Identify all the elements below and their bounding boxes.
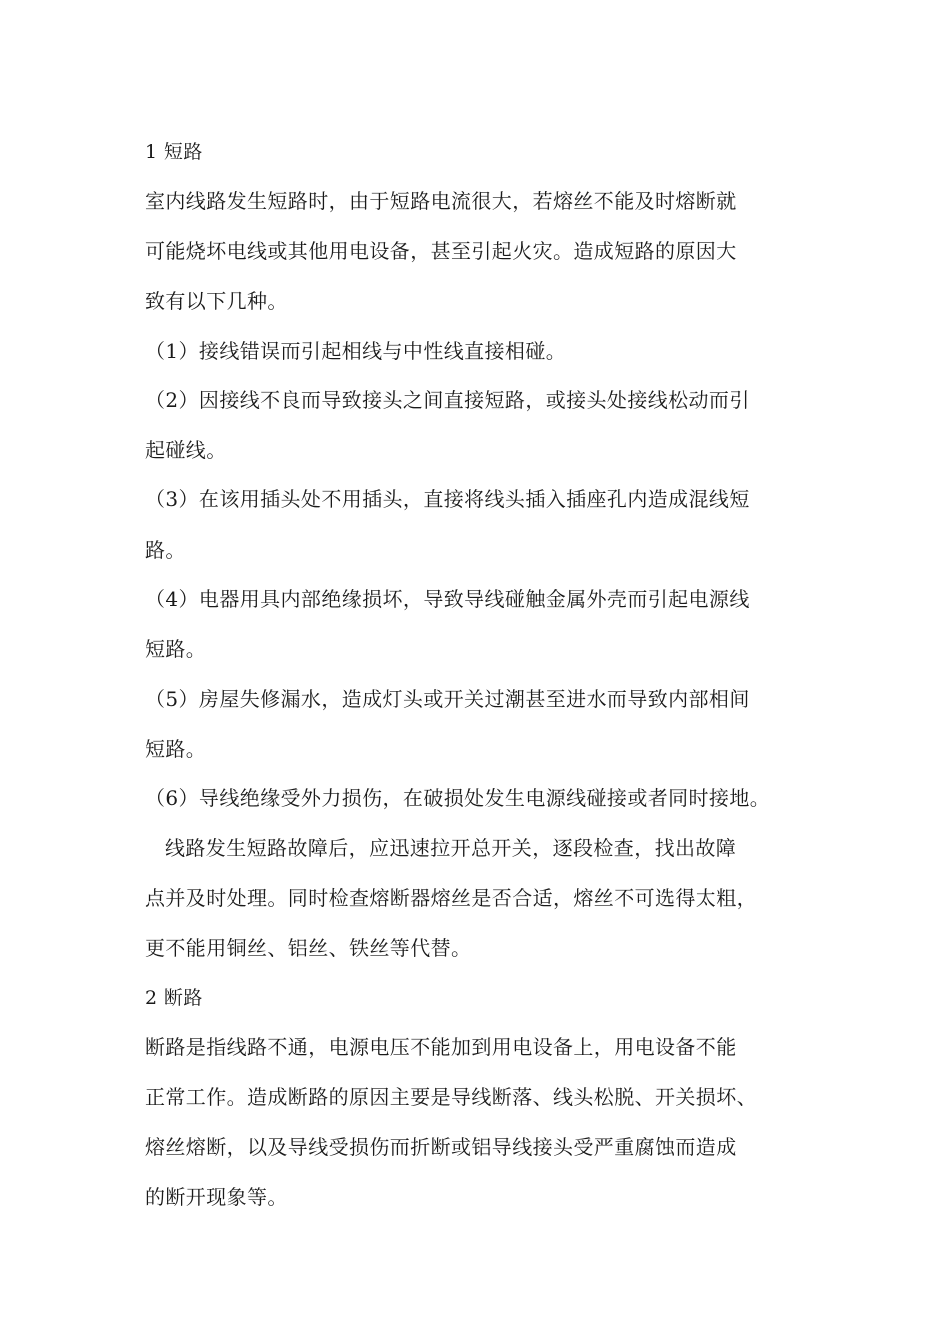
paragraph-line: 点并及时处理。同时检查熔断器熔丝是否合适，熔丝不可选得太粗， — [145, 886, 757, 910]
list-item-3-continuation: 路。 — [145, 538, 186, 562]
paragraph-line: 线路发生短路故障后，应迅速拉开总开关，逐段检查，找出故障 — [165, 836, 737, 860]
list-item-4: （4）电器用具内部绝缘损坏，导致导线碰触金属外壳而引起电源线 — [145, 587, 750, 611]
paragraph-line: 更不能用铜丝、铝丝、铁丝等代替。 — [145, 936, 472, 960]
list-item-5-continuation: 短路。 — [145, 737, 207, 761]
list-item-2: （2）因接线不良而导致接头之间直接短路，或接头处接线松动而引 — [145, 388, 750, 412]
paragraph-line: 的断开现象等。 — [145, 1185, 288, 1209]
paragraph-line: 熔丝熔断，以及导线受损伤而折断或铝导线接头受严重腐蚀而造成 — [145, 1135, 737, 1159]
list-item-2-continuation: 起碰线。 — [145, 438, 227, 462]
paragraph-line: 断路是指线路不通，电源电压不能加到用电设备上，用电设备不能 — [145, 1035, 737, 1059]
list-item-3: （3）在该用插头处不用插头，直接将线头插入插座孔内造成混线短 — [145, 487, 750, 511]
paragraph-line: 可能烧坏电线或其他用电设备，甚至引起火灾。造成短路的原因大 — [145, 239, 737, 263]
paragraph-line: 室内线路发生短路时，由于短路电流很大，若熔丝不能及时熔断就 — [145, 189, 737, 213]
list-item-5: （5）房屋失修漏水，造成灯头或开关过潮甚至进水而导致内部相间 — [145, 687, 750, 711]
list-item-4-continuation: 短路。 — [145, 637, 207, 661]
section-heading-open-circuit: 2 断路 — [145, 987, 203, 1009]
list-item-6: （6）导线绝缘受外力损伤，在破损处发生电源线碰接或者同时接地。 — [145, 786, 771, 810]
section-heading-short-circuit: 1 短路 — [145, 141, 203, 163]
paragraph-line: 致有以下几种。 — [145, 289, 288, 313]
paragraph-line: 正常工作。造成断路的原因主要是导线断落、线头松脱、开关损坏、 — [145, 1085, 757, 1109]
list-item-1: （1）接线错误而引起相线与中性线直接相碰。 — [145, 339, 567, 363]
